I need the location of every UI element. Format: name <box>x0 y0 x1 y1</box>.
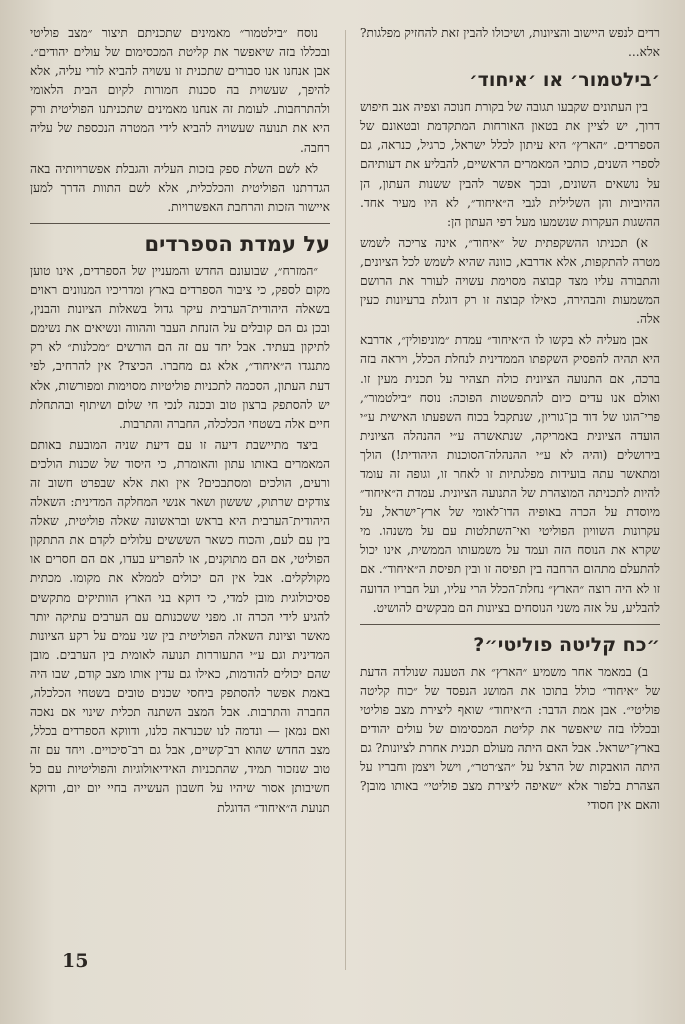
section3-paragraph: ביצד מתיישבת דיעה זו עם דיעת שניה המובעת באותם המאמרים באותו עתון והאומרת, כי היסוד של שכנות הולכים ורעים, הולכים ומסתבכים? אין ואת אלא שבפרט חשוב זה צודקים שרתוק, שששון ושאר אנשי המחלקה המדינית: השאלה היהודית־הערבית היא בראש ובראשונה שאלה פוליטית, שאלה בין עם לעם, והכוח כשאר השששים עלולים לקדם את התתקון הפוליטי, אם הם מתוקנים, או להפריע בעדו, אם הם חסרים או מקולקלים. אבל אין הם יכולים לממלא את מקומו. מכתית פסיכולוגית מובן למדי, כי דוקא בני הארץ הוותיקים מתקשים להגיע לידי הכרה זו. מפני ששכנותם עם הערבים עתיקה יותר מאשר וציונת השאלה הפוליטית בין שני עמים על רקע הציונות המדינית וגם ע״י התעוררות תנועה לאומית בין הערבים. מובן שהם יכולים להודמות, כאילו גם עדין אותו מצב קודם, שבו היה באמת אפשר להסתפק ביחסי שכנים טובים בשטחי הכלכלה, החברה והתרבות. אבל המצב השתנה תכלית שינוי אם נאכה ואם נמאן — ונדמה לנו שכנראה כלנו, ודווקא הספרדים בכלל, מצב החדש שהוא רב־קשיים, אבל גם רב־סיכויים. ויחד עם זה טוב שנזכור תמיד, שהתכניות האידיאולוגיות והפוליטיות עם כל חשיבותן אסור שיהיו על חשבון העשייה בחיי יום יום, ודוקא תנועת ה״איחוד״ הדוגלת <box>30 437 330 815</box>
left-intro-paragraph: לא לשם השלת ספק בזכות העליה והגבלת אפשרויותיה באה הגדרתנו הפוליטית והכלכלית, אלא לשם התוות הדרך למען איישור הזכות והרחבת האפשרויות. <box>30 161 330 214</box>
section2-paragraph: ב) במאמר אחר משמיע ״הארץ״ את הטענה שנולדה הדעת של ״איחוד״ כולל בתוכו את המושג הנפסד של ״כוח קליטה פוליטי״. אבן אמת הדבר: ה״איחוד״ שואף ליצירת מצב פוליטי ובכללו בזה שיאפשר את קליטת המכסימום של עולים יהודים בארץ־ישראל. אבל האם היתה מעולם תכנית אחרת לציונות? גם היתה הואבקות של הרצל על ״הצ׳רטר״, וישל ויצמן וחבריו על הצהרת בלפור אלא ״שאיפה ליצירת מצב פוליטי״ באותו מובן? והאם אין חסודי <box>360 664 660 813</box>
right-column <box>360 24 660 817</box>
section-title-biltmore: ׳בילטמור׳ או ׳איחוד׳ <box>469 69 660 92</box>
section1-paragraph: בין העתונים שקבעו תגובה של בקורת חנוכה וצפיה אנב חיפוש דרוך, יש לציין את בטאון האורחות המתקדמת ובטאונם של הספרדים. ״הארץ״ היא עיתון לכלל ישראל, כרגיל, כנראה, גם לספרי השנים, כותבי המאמרים הראשיים, להבליע את דעותיהם על נושאים השונים, ובכך אפשר להבין ששנות העתון, הן ההיוביות והן השלילית לגבי ה״איחוד״, לא היו מעיר אחד. ההשגות העקרות שנשמעו מעל דפי העתון הן: <box>360 100 660 229</box>
section-title-absorption: ״כח קליטה פוליטי״? <box>473 633 660 656</box>
section-rule <box>30 223 330 224</box>
section1-paragraph: א) תכניתו ההשקפתית של ״איחוד״, אינה צריכה לשמש מטרה להתקפות, אלא אדרבא, כוונה שהיא לשמש לכל הציונים, והתבורה עליו מצד קבוצה מסוימת עשויה לעורר את הרושם המשמעות והבהירה, כאילו קבוצה זו רק דוגלת ברעיונות כעין אלה. <box>360 235 660 327</box>
right-intro-text: רדים לנפש היישוב והציונות, ושיכולו להבין זאת להחזיק מפלגות? אלא... <box>360 26 660 60</box>
section-title-sephardim: על עמדת הספרדים <box>144 231 330 256</box>
column-divider <box>345 30 346 970</box>
section3-paragraph: ״המזרח״, שבועונם החדש והמעניין של הספרדים, אינו טוען מקום לספק, כי ציבור הספרדים בארץ ומדריכיו המנוונים ראוים בשאלה היהודית־הערבית עיקר גדול בשאלות הציונות והבנין, ובכן גם הם קובלים על הזנחת העבר וההווה ונשיאים את נשימם לתיקון בעתיד. אבל יחד עם זה הם הורשים ״מכלנות״ לא רק מתנגדו ה״איחוד״, אלא גם מחברו. הכיצד? אין להרחיב, לפי דעת העתון, הסכמה לתכניות פוליטיות מסוימות ומפורשות, אלא יש להסתפק ברצון טוב ובכנה לנכי חי שלום ושיתוף ובהתחלת חיים אלה בשטחי הכלכלה, החברה והתרבות. <box>30 263 330 431</box>
left-intro-paragraph: נוסח ״בילטמור״ מאמינים שתכניתם תיצור ״מצב פוליטי ובכללו בזה שיאפשר את קליטת המכסימום של עולים יהודים״. אבן אנחנו אנו סבורים שתכנית זו עשויה להביא לורי עליה, אלא להיפך, שעשוית בה סכנות חמורות לקיום הבית הלאומי ולהתרחבות. לעומת זה אנחנו מאמינים שתכניתנו הפוליטית ורק היא את תנועה שעשויה להביא לידי המטרה הנכספת של עליה רחבה. <box>30 26 330 155</box>
section1-paragraph: אבן מעליה לא בקשו לו ה״איחוד״ עמדת ״מוניפולין״, אדרבא היא תהיה להפסיק השקפתו הממדינית לנחלת הכלל, ויראה בזה ברכה, אם התנועה הציונית כולה תצהיר על תכנית מעין זו. ואולם אנו עדים כיום להתפשטות הפוכה: נוסח ״בילטמור״, פרי־הוגו של דוד בן־גוריון, שנתקבל בכוח השפעתו האישית ע״י הועדה הציונית באמריקה, שנתאשרה ע״י ההנהלה הציונית בירושלים (והיה לא ע״י ההנהלה־הסוכנות היהודית!) הולך ומתאשר עתה בועידות מפלגתיות זו לאחר זו, וגופה זה עומד להיות לתכניתה המוצהרת של התנועה הציונית. עמדת ה״איחוד״ מיוסדת על הכרה באופיה הדו־לאומי של ארץ־ישראל, על עקרונות השוויון הפוליטי ואי־השתלטות עם על משנהו. מי שקרא את הנוסח הזה ועמד על משמעותו הממשית, אינו יכול להתעלם מתהום הרחבה בין תפיסה זו ובין תפיסת ה״איחוד״. אם זו לא היה רוצה ״הארץ״ נחלת־הכלל הרי עליו, ועל חבריו הדועה להבליע, על אזה משני הנוסחים בציונות הם מבקשים להושיט. <box>360 333 660 615</box>
left-column <box>30 24 330 820</box>
page-number: 15 <box>62 950 89 972</box>
section-rule <box>360 624 660 625</box>
